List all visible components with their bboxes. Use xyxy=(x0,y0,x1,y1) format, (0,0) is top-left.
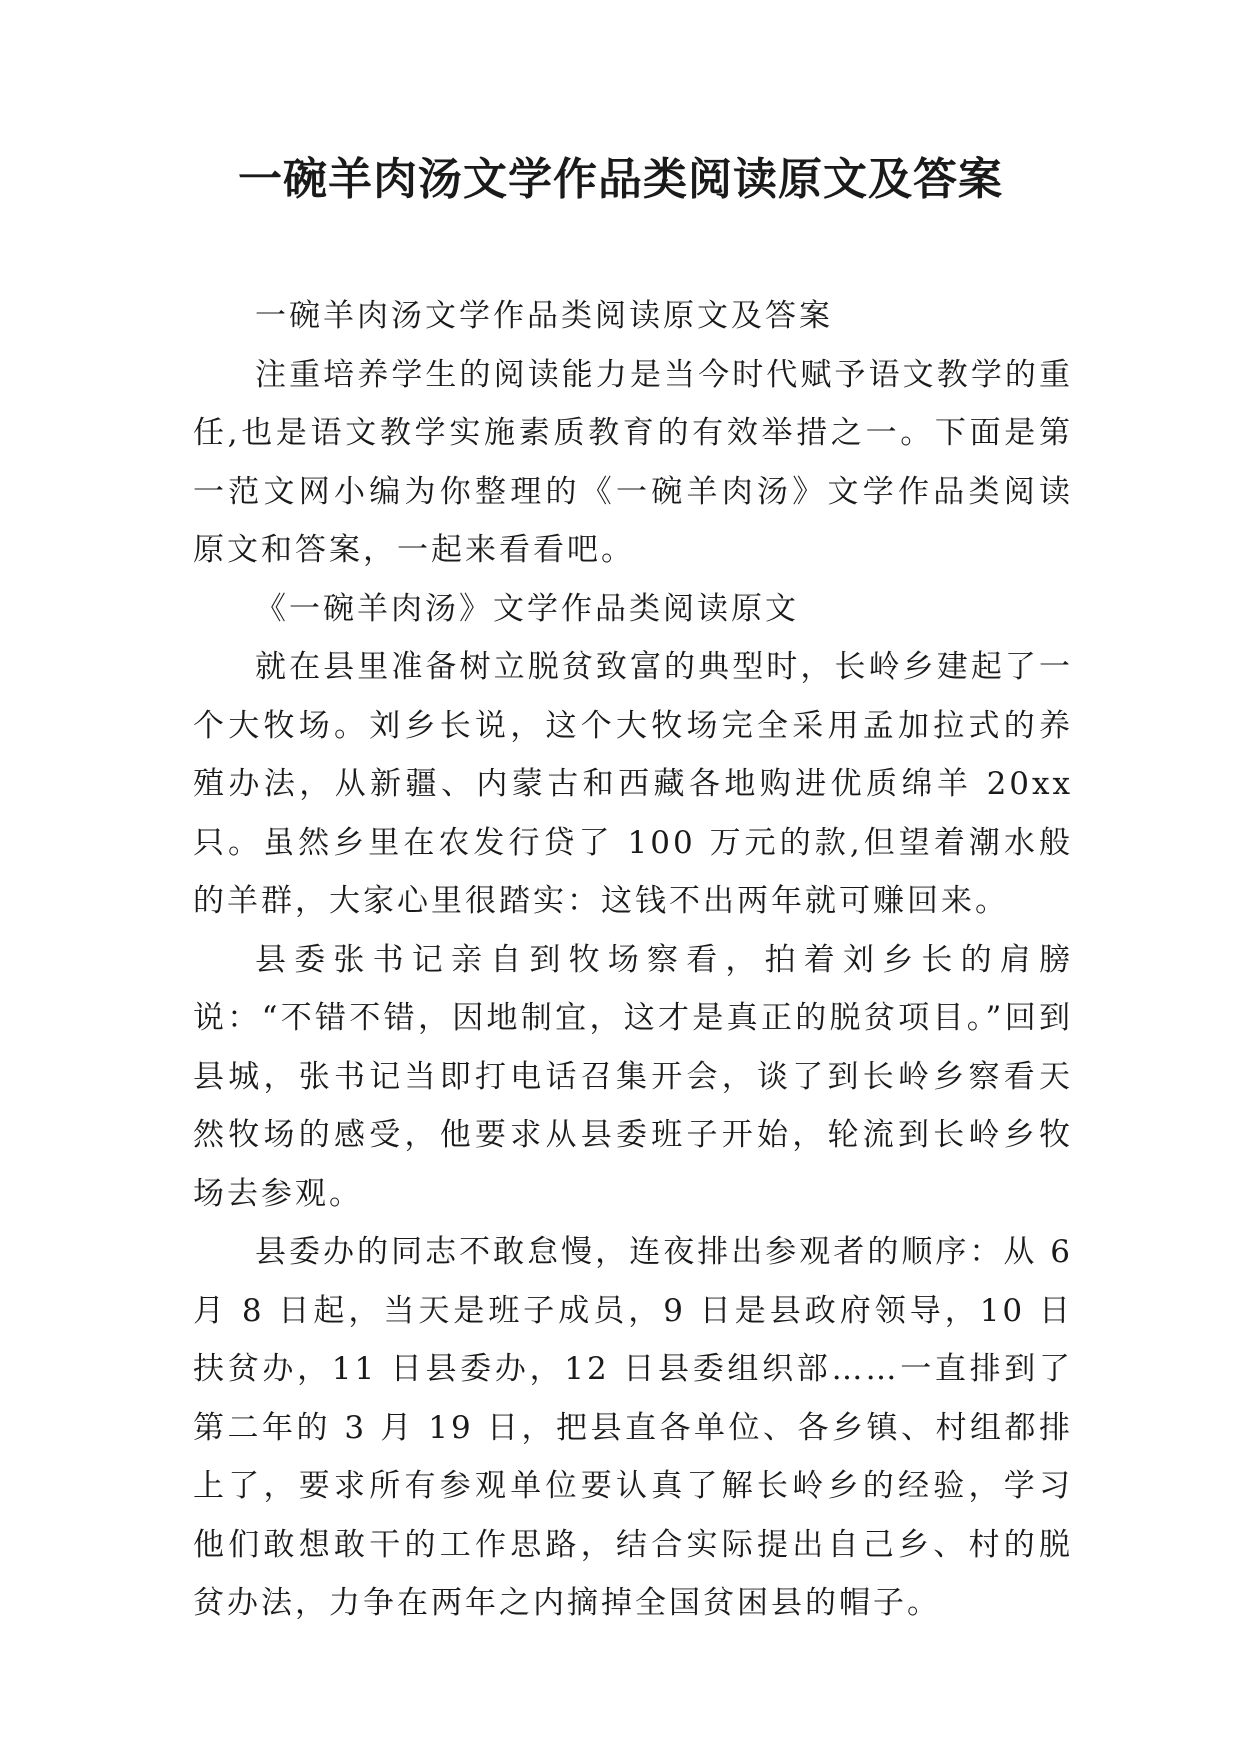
paragraph-intro: 注重培养学生的阅读能力是当今时代赋予语文教学的重任,也是语文教学实施素质教育的有效举措之一。下面是第一范文网小编为你整理的《一碗羊肉汤》文学作品类阅读原文和答案，一起来看看吧。 xyxy=(193,356,1073,568)
paragraph-story-3: 县委办的同志不敢怠慢，连夜排出参观者的顺序：从 6 月 8 日起，当天是班子成员，9 日是县政府领导，10 日扶贫办，11 日县委办，12 日县委组织部……一直排到了第二年的 3 月 19 日，把县直各单位、各乡镇、村组都排上了，要求所有参观单位要认真了解长岭乡的经验，学习他们敢想敢干的工作思路，结合实际提出自己乡、村的脱贫办法，力争在两年之内摘掉全国贫困县的帽子。 xyxy=(193,1234,1073,1621)
paragraph-story-2: 县委张书记亲自到牧场察看，拍着刘乡长的肩膀说：“不错不错，因地制宜，这才是真正的脱贫项目。”回到县城，张书记当即打电话召集开会，谈了到长岭乡察看天然牧场的感受，他要求从县委班子开始，轮流到长岭乡牧场去参观。 xyxy=(193,941,1073,1212)
paragraph-section-heading: 《一碗羊肉汤》文学作品类阅读原文 xyxy=(255,590,799,627)
paragraph-story-1: 就在县里准备树立脱贫致富的典型时，长岭乡建起了一个大牧场。刘乡长说，这个大牧场完全采用孟加拉式的养殖办法，从新疆、内蒙古和西藏各地购进优质绵羊 20xx 只。虽然乡里在农发行贷了 100 万元的款,但望着潮水般的羊群，大家心里很踏实：这钱不出两年就可赚回来。 xyxy=(193,649,1073,919)
document-body xyxy=(193,287,1073,1633)
document-title: 一碗羊肉汤文学作品类阅读原文及答案 xyxy=(238,154,1003,205)
paragraph-subtitle: 一碗羊肉汤文学作品类阅读原文及答案 xyxy=(255,298,833,334)
